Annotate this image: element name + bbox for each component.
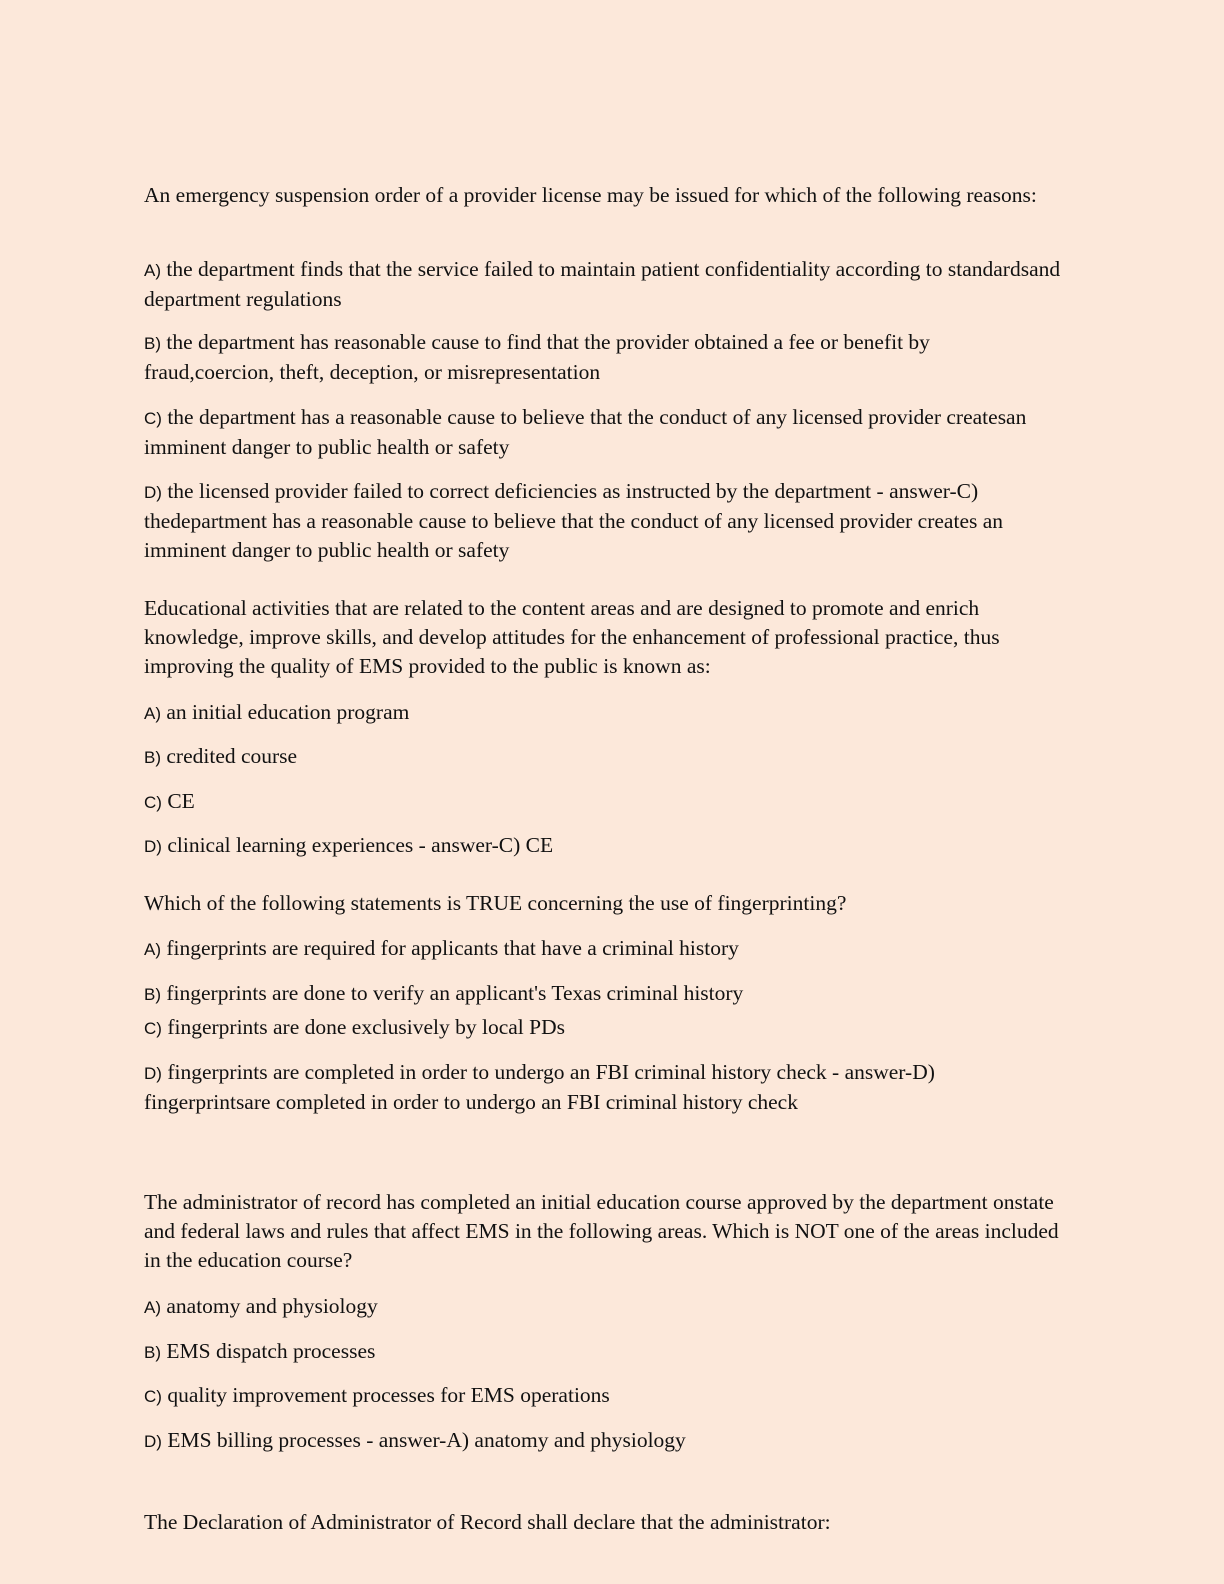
option-label: D) [144,1432,162,1451]
option-label: B) [144,748,161,767]
option-text: anatomy and physiology [161,1294,378,1318]
option-label: A) [144,1298,161,1317]
question-stem: The Declaration of Administrator of Record shall declare that the administrator: [144,1510,831,1534]
option-label: D) [144,1064,162,1083]
answer-option [144,979,1064,1009]
question-stem: Which of the following statements is TRUE concerning the use of fingerprinting? [144,891,847,915]
option-text: fingerprints are done to verify an applicant's Texas criminal history [161,981,744,1005]
option-text: EMS billing processes - answer-A) anatomy and physiology [161,1428,686,1452]
option-label: D) [144,837,162,856]
answer-option [144,787,1064,817]
option-text: clinical learning experiences - answer-C) CE [161,833,554,857]
answer-option [144,742,1064,772]
option-label: C) [144,1019,162,1038]
answer-option [144,934,1064,964]
option-label: B) [144,1343,161,1362]
option-text: EMS dispatch processes [161,1339,376,1363]
option-text: fingerprints are required for applicants that have a criminal history [161,936,739,960]
option-label: B) [144,985,161,1004]
option-label: B) [144,334,161,353]
option-text: the licensed provider failed to correct deficiencies as instructed by the department - answer-C) thedepartment has a reasonable cause to believe that the conduct of any licensed provider creates an imminent danger to public health or safety [144,479,1004,562]
option-label: A) [144,940,161,959]
option-text: the department has reasonable cause to find that the provider obtained a fee or benefit by fraud,coercion, theft, deception, or misrepresentation [144,330,930,384]
option-label: D) [144,483,162,502]
option-label: C) [144,1387,162,1406]
answer-option [144,1381,1064,1411]
answer-option [144,477,1064,565]
answer-option [144,328,1064,387]
answer-option [144,698,1064,728]
option-label: A) [144,704,161,723]
option-label: A) [144,261,161,280]
option-text: fingerprints are done exclusively by local PDs [161,1015,565,1039]
option-text: quality improvement processes for EMS operations [161,1383,610,1407]
question-stem: An emergency suspension order of a provider license may be issued for which of the following reasons: [144,183,1037,207]
answer-option [144,1058,1064,1117]
answer-option [144,255,1064,314]
option-text: the department finds that the service failed to maintain patient confidentiality according to standardsand department regulations [144,257,1061,311]
option-text: an initial education program [161,700,410,724]
answer-option [144,1337,1064,1367]
question-stem: Educational activities that are related to the content areas and are designed to promote and enrich knowledge, improve skills, and develop attitudes for the enhancement of professional practice, thus improving the quality of EMS provided to the public is known as: [144,596,1000,678]
answer-option [144,1292,1064,1322]
answer-option [144,1426,1064,1456]
option-text: the department has a reasonable cause to believe that the conduct of any licensed provider createsan imminent danger to public health or safety [144,405,1027,459]
question-stem: The administrator of record has completed an initial education course approved by the department onstate and federal laws and rules that affect EMS in the following areas. Which is NOT one of the areas included in the education course? [144,1190,1059,1272]
option-text: credited course [161,744,298,768]
option-label: C) [144,409,162,428]
answer-option [144,403,1064,462]
option-text: CE [161,789,195,813]
answer-option [144,831,1064,861]
option-label: C) [144,793,162,812]
option-text: fingerprints are completed in order to undergo an FBI criminal history check - answer-D) fingerprintsare completed in order to undergo an FBI criminal history check [144,1060,935,1114]
answer-option [144,1013,1064,1043]
